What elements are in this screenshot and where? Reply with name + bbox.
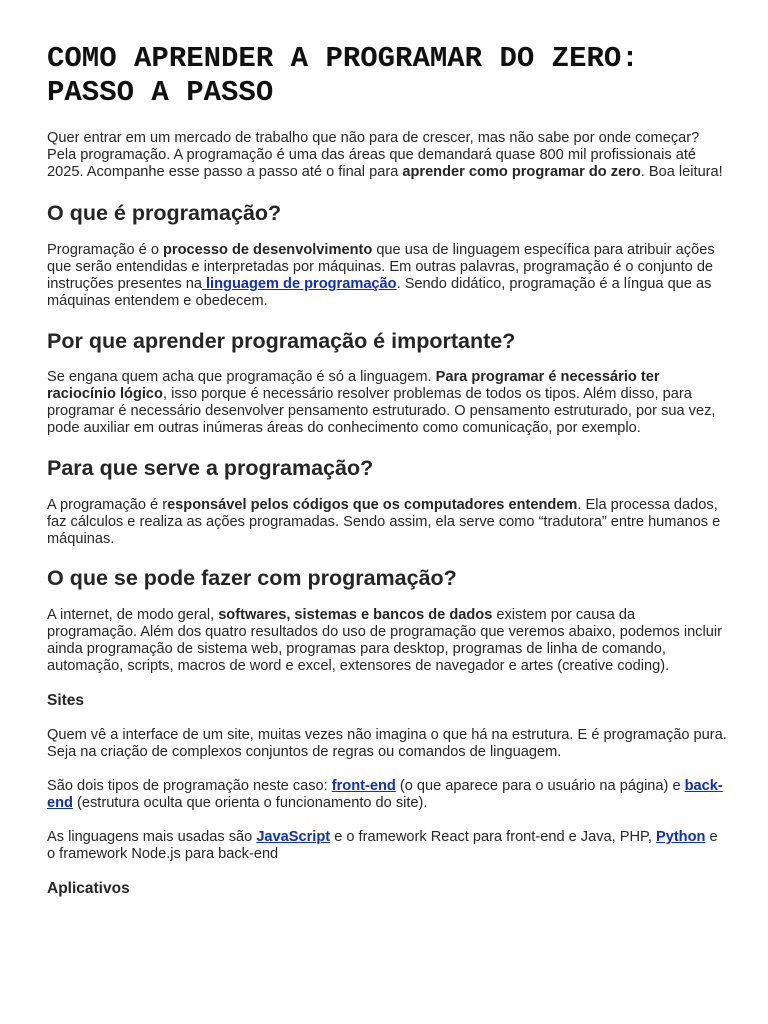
why-bold-1: Para programar é necessário ter raciocínio lógico [47,369,660,402]
heading-what-can-do: O que se pode fazer com programação? [47,566,457,590]
paragraph-sites-1: Quem vê a interface de um site, muitas vezes não imagina o que há na estrutura. E é programação pura. Seja na criação de complexos conjuntos de regras ou comandos de linguagem. [47,727,727,760]
sites-p3-text-3: e o framework Node.js para back-end [47,829,718,862]
sites-p2-text-1: São dois tipos de programação neste caso: [47,778,332,794]
sites-p2-text-3: (estrutura oculta que orienta o funcionamento do site). [72,795,428,811]
can-text-1: A internet, de modo geral, [47,607,219,623]
sites-p3-text-2: e o framework React para front-end e Java, PHP, [330,829,656,845]
can-bold-1: softwares, sistemas e bancos de dados [218,607,493,623]
sites-p2-text-2: (o que aparece para o usuário na página) e [395,778,685,794]
serve-bold-1: esponsável pelos códigos que os computadores entendem [167,497,578,513]
heading-what-for: Para que serve a programação? [47,456,374,480]
what-text-3: . Sendo didático, programação é a língua que as máquinas entendem e obedecem. [47,276,712,309]
paragraph-what-for [47,497,727,548]
link-back-end[interactable]: back-end [47,778,723,811]
link-javascript[interactable]: JavaScript [256,829,331,845]
heading-sites: Sites [47,692,85,709]
intro-paragraph [47,130,727,181]
heading-what-is-programming: O que é programação? [47,201,282,225]
serve-text-1: A programação é r [47,497,168,513]
why-text-2: , isso porque é necessário resolver problemas de todos os tipos. Além disso, para programar é necessário desenvolver pensamento estruturado. O pensamento estruturado, por sua vez, pode auxiliar em outras inúmeras áreas do conhecimento como comunicação, por exemplo. [47,386,716,436]
paragraph-what-can-do [47,607,727,675]
intro-text-2: . Boa leitura! [640,164,723,180]
paragraph-sites-3 [47,829,727,863]
heading-why-learn: Por que aprender programação é importante? [47,329,516,353]
paragraph-why-learn [47,369,727,437]
link-front-end[interactable]: front-end [331,778,396,794]
can-text-2: existem por causa da programação. Além dos quatro resultados do uso de programação que veremos abaixo, podemos incluir ainda programação de sistema web, programas para desktop, programas de linha de comando, automação, scripts, macros de word e excel, extensores de navegador e artes (creative coding). [47,607,722,674]
heading-aplicativos: Aplicativos [47,880,130,897]
what-bold-1: processo de desenvolvimento [163,242,373,258]
paragraph-sites-2 [47,778,727,812]
article [47,0,727,898]
link-python[interactable]: Python [655,829,706,845]
intro-bold-1: aprender como programar do zero [402,164,641,180]
what-text-2: que usa de linguagem específica para atribuir ações que serão entendidas e interpretadas por máquinas. Em outras palavras, programação é o conjunto de instruções presentes na [47,242,715,292]
sites-p3-text-1: As linguagens mais usadas são [47,829,257,845]
serve-text-2: . Ela processa dados, faz cálculos e realiza as ações programadas. Sendo assim, ela serve como “tradutora” entre humanos e máquinas. [47,497,721,547]
intro-text-1: Quer entrar em um mercado de trabalho que não para de crescer, mas não sabe por onde começar? Pela programação. A programação é uma das áreas que demandará quase 800 mil profissionais até 2025. Acompanhe esse passo a passo até o final para [47,130,700,180]
page-title: COMO APRENDER A PROGRAMAR DO ZERO: PASSO A PASSO [47,42,639,109]
why-text-1: Se engana quem acha que programação é só a linguagem. [47,369,436,385]
paragraph-what-is-programming [47,242,727,310]
link-linguagem-de-programacao[interactable]: linguagem de programação [201,276,397,292]
what-text-1: Programação é o [47,242,164,258]
